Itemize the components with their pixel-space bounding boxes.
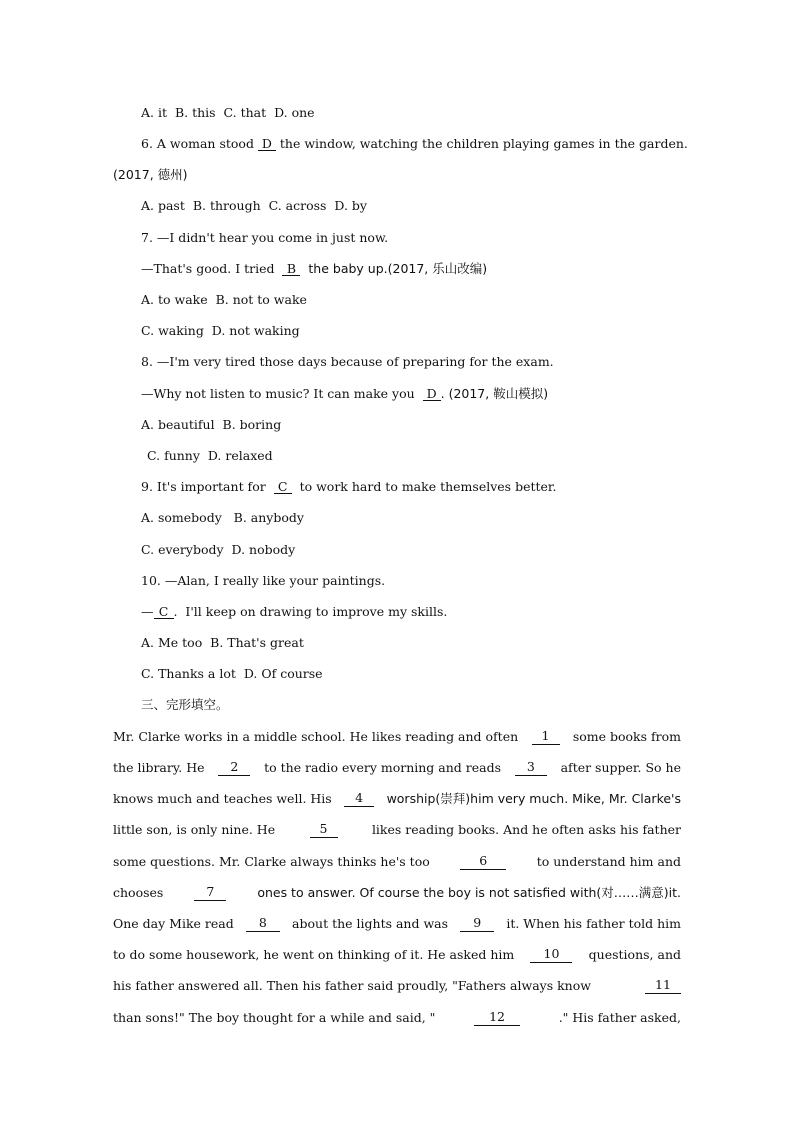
section-title-cloze: 三、完形填空。	[141, 697, 229, 712]
q9-answer-blank: C	[274, 480, 292, 494]
cloze-line-7: One day Mike read 8 about the lights and was 9 it. When his father told him	[113, 915, 681, 931]
q6-options: A. past B. through C. across D. by	[141, 198, 367, 213]
cloze-blank-6: 6	[460, 854, 506, 870]
cloze-blank-5: 5	[310, 822, 338, 838]
q10-stem: 10. —Alan, I really like your paintings.	[141, 573, 386, 588]
q8-stem: 8. —I'm very tired those days because of preparing for the exam.	[141, 354, 554, 369]
cloze-blank-8: 8	[246, 916, 280, 932]
cloze-line-8: to do some housework, he went on thinking of it. He asked him 10 questions, and	[113, 946, 681, 962]
q9-options-2: C. everybody D. nobody	[141, 542, 296, 557]
q8-options-2: C. funny D. relaxed	[147, 448, 273, 463]
q7-options-2: C. waking D. not waking	[141, 323, 300, 338]
cloze-line-4: little son, is only nine. He 5 likes reading books. And he often asks his father	[113, 821, 681, 837]
q6-stem: 6. A woman stood D the window, watching the children playing games in the garden.	[141, 136, 688, 151]
q7-stem: 7. —I didn't hear you come in just now.	[141, 230, 389, 245]
cloze-line-5: some questions. Mr. Clarke always thinks he's too 6 to understand him and	[113, 853, 681, 869]
cloze-line-10: than sons!" The boy thought for a while and said, " 12 ." His father asked,	[113, 1009, 681, 1025]
q5-options: A. it B. this C. that D. one	[141, 105, 315, 120]
cloze-line-9: his father answered all. Then his father said proudly, "Fathers always know 11	[113, 978, 681, 994]
q8-options-1: A. beautiful B. boring	[141, 417, 282, 432]
cloze-blank-11: 11	[645, 978, 681, 994]
cloze-blank-9: 9	[460, 916, 494, 932]
cloze-blank-12: 12	[474, 1010, 520, 1026]
cloze-blank-10: 10	[530, 947, 572, 963]
q8-answer-blank: D	[423, 387, 441, 401]
q10-reply: — C . I'll keep on drawing to improve my skills.	[141, 604, 448, 619]
q10-answer-blank: C	[154, 605, 174, 619]
q9-options-1: A. somebody B. anybody	[141, 510, 304, 525]
cloze-line-3: knows much and teaches well. His 4 worship(崇拜)him very much. Mike, Mr. Clarke's	[113, 790, 681, 806]
cloze-blank-2: 2	[218, 760, 250, 776]
q10-options-1: A. Me too B. That's great	[141, 635, 304, 650]
cloze-blank-1: 1	[532, 729, 560, 745]
q10-options-2: C. Thanks a lot D. Of course	[141, 666, 323, 681]
cloze-blank-4: 4	[344, 791, 374, 807]
cloze-line-1: Mr. Clarke works in a middle school. He likes reading and often 1 some books from	[113, 728, 681, 744]
q6-source: (2017, 德州)	[113, 167, 188, 182]
q8-reply: —Why not listen to music? It can make you D . (2017, 鞍山模拟)	[141, 386, 549, 401]
q7-answer-blank: B	[282, 262, 300, 276]
cloze-line-6: chooses 7 ones to answer. Of course the boy is not satisfied with(对……满意)it.	[113, 884, 681, 900]
cloze-line-2: the library. He 2 to the radio every morning and reads 3 after supper. So he	[113, 759, 681, 775]
q7-options-1: A. to wake B. not to wake	[141, 292, 307, 307]
cloze-blank-3: 3	[515, 760, 547, 776]
cloze-blank-7: 7	[194, 885, 226, 901]
q7-reply: —That's good. I tried B the baby up.(2017, 乐山改编)	[141, 261, 488, 276]
q6-answer-blank: D	[258, 137, 276, 151]
q9-stem: 9. It's important for C to work hard to make themselves better.	[141, 479, 557, 494]
